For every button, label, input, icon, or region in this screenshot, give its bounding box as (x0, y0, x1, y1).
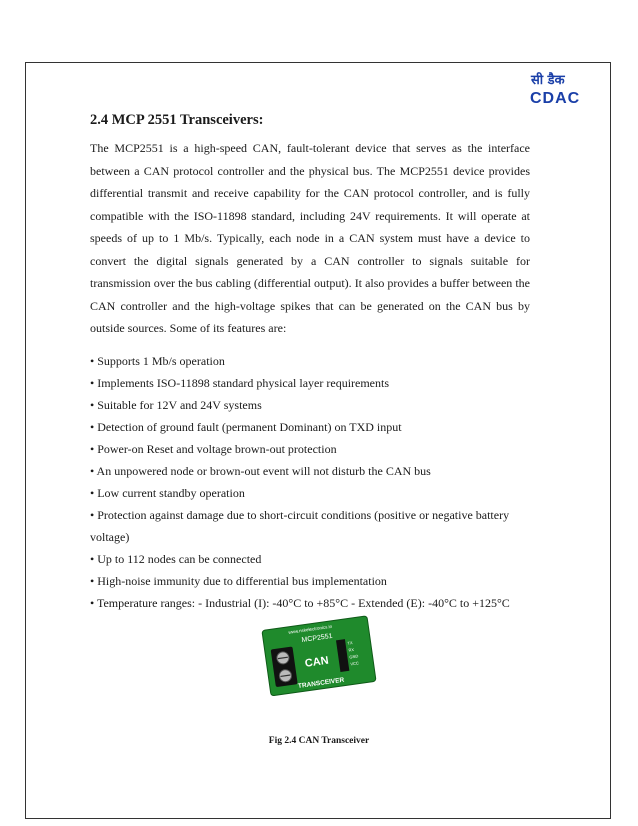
feature-item: • Supports 1 Mb/s operation (90, 354, 225, 368)
feature-item: • An unpowered node or brown-out event will not disturb the CAN bus (90, 464, 431, 478)
board-can-label: CAN (304, 654, 330, 670)
figure-caption: Fig 2.4 CAN Transceiver (268, 736, 370, 746)
board-part-label: MCP2551 (301, 632, 334, 645)
pin-label-rx: RX (348, 646, 355, 653)
board-url-label: www.nskelectronics.in (288, 623, 333, 635)
feature-item: • Power-on Reset and voltage brown-out protection (90, 442, 337, 456)
feature-item: • Protection against damage due to short-circuit conditions (positive or negative battery voltage) (90, 508, 510, 544)
section-title: 2.4 MCP 2551 Transceivers: (90, 112, 264, 128)
logo-latin-text: CDAC (530, 90, 581, 107)
feature-item: • High-noise immunity due to differential bus implementation (90, 574, 387, 588)
feature-item: • Up to 112 nodes can be connected (90, 552, 262, 566)
cdac-logo (527, 70, 583, 114)
board-bottom-label: TRANSCEIVER (297, 676, 345, 691)
feature-item: • Low current standby operation (90, 486, 245, 500)
section-paragraph: The MCP2551 is a high-speed CAN, fault-tolerant device that serves as the interface between a CAN protocol controller and the physical bus. The MCP2551 device provides differential transmit and receive capability for the CAN protocol controller, and is fully compatible with the ISO-11898 standard, including 24V requirements. It will operate at speeds of up to 1 Mb/s. Typically, each node in a CAN system must have a device to convert the digital signals generated by a CAN controller to signals suitable for transmission over the bus cabling (differential output). It also provides a buffer between the CAN controller and the high-voltage spikes that can be generated on the CAN bus by outside sources. Some of its features are: (90, 141, 530, 335)
can-transceiver-board-image (258, 613, 378, 699)
feature-item: • Temperature ranges: - Industrial (I): -40°C to +85°C - Extended (E): -40°C to +125°C (90, 596, 510, 610)
feature-item: • Implements ISO-11898 standard physical layer requirements (90, 376, 390, 390)
feature-item: • Suitable for 12V and 24V systems (90, 398, 262, 412)
feature-item: • Detection of ground fault (permanent Dominant) on TXD input (90, 420, 402, 434)
pin-label-vcc: VCC (350, 660, 360, 667)
logo-hindi-text: सी डैक (531, 73, 565, 88)
features-list (90, 350, 530, 614)
pin-label-tx: TX (347, 640, 353, 646)
pin-label-gnd: GND (349, 653, 359, 660)
